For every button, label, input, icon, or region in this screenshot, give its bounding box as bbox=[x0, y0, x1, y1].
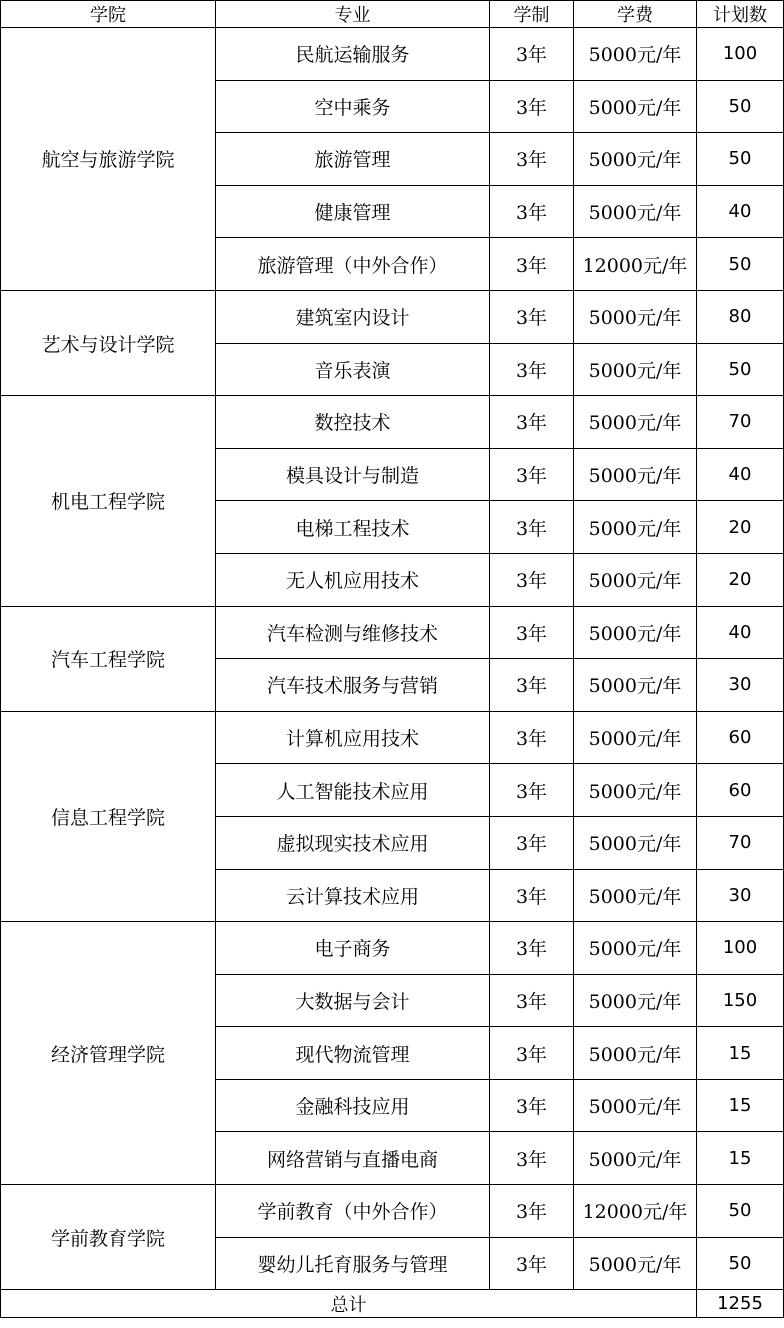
college-name-cell: 艺术与设计学院 bbox=[1, 290, 216, 395]
major-name-cell: 音乐表演 bbox=[216, 343, 490, 396]
major-name-cell: 健康管理 bbox=[216, 185, 490, 238]
major-name-cell: 婴幼儿托育服务与管理 bbox=[216, 1237, 490, 1290]
major-name-cell: 计算机应用技术 bbox=[216, 711, 490, 764]
duration-cell: 3年 bbox=[490, 28, 574, 81]
table-row bbox=[1, 1185, 784, 1238]
tuition-cell: 5000元/年 bbox=[574, 974, 697, 1027]
plan-count-cell: 40 bbox=[697, 185, 784, 238]
major-name-cell: 现代物流管理 bbox=[216, 1027, 490, 1080]
duration-cell: 3年 bbox=[490, 343, 574, 396]
plan-count-cell: 40 bbox=[697, 606, 784, 659]
plan-count-cell: 40 bbox=[697, 448, 784, 501]
college-name-cell: 学前教育学院 bbox=[1, 1185, 216, 1290]
duration-cell: 3年 bbox=[490, 869, 574, 922]
tuition-cell: 5000元/年 bbox=[574, 1237, 697, 1290]
tuition-cell: 5000元/年 bbox=[574, 659, 697, 712]
duration-cell: 3年 bbox=[490, 185, 574, 238]
major-name-cell: 虚拟现实技术应用 bbox=[216, 816, 490, 869]
major-name-cell: 人工智能技术应用 bbox=[216, 764, 490, 817]
table-body bbox=[1, 28, 784, 1290]
major-name-cell: 汽车检测与维修技术 bbox=[216, 606, 490, 659]
tuition-cell: 5000元/年 bbox=[574, 869, 697, 922]
plan-count-cell: 60 bbox=[697, 711, 784, 764]
major-name-cell: 民航运输服务 bbox=[216, 28, 490, 81]
major-name-cell: 汽车技术服务与营销 bbox=[216, 659, 490, 712]
header-major: 专业 bbox=[216, 1, 490, 28]
plan-count-cell: 50 bbox=[697, 343, 784, 396]
table-row bbox=[1, 28, 784, 81]
plan-count-cell: 50 bbox=[697, 238, 784, 291]
tuition-cell: 5000元/年 bbox=[574, 606, 697, 659]
tuition-cell: 5000元/年 bbox=[574, 1079, 697, 1132]
header-tuition: 学费 bbox=[574, 1, 697, 28]
college-name-cell: 机电工程学院 bbox=[1, 396, 216, 606]
duration-cell: 3年 bbox=[490, 553, 574, 606]
duration-cell: 3年 bbox=[490, 501, 574, 554]
tuition-cell: 5000元/年 bbox=[574, 290, 697, 343]
tuition-cell: 5000元/年 bbox=[574, 28, 697, 81]
duration-cell: 3年 bbox=[490, 659, 574, 712]
major-name-cell: 网络营销与直播电商 bbox=[216, 1132, 490, 1185]
duration-cell: 3年 bbox=[490, 1027, 574, 1080]
major-name-cell: 学前教育（中外合作） bbox=[216, 1185, 490, 1238]
tuition-cell: 5000元/年 bbox=[574, 396, 697, 449]
tuition-cell: 5000元/年 bbox=[574, 816, 697, 869]
tuition-cell: 5000元/年 bbox=[574, 922, 697, 975]
major-name-cell: 建筑室内设计 bbox=[216, 290, 490, 343]
header-plan: 计划数 bbox=[697, 1, 784, 28]
total-row bbox=[1, 1290, 784, 1318]
plan-count-cell: 30 bbox=[697, 869, 784, 922]
tuition-cell: 5000元/年 bbox=[574, 343, 697, 396]
duration-cell: 3年 bbox=[490, 1132, 574, 1185]
header-row bbox=[1, 1, 784, 28]
plan-count-cell: 15 bbox=[697, 1027, 784, 1080]
duration-cell: 3年 bbox=[490, 396, 574, 449]
duration-cell: 3年 bbox=[490, 448, 574, 501]
major-name-cell: 数控技术 bbox=[216, 396, 490, 449]
plan-count-cell: 50 bbox=[697, 1237, 784, 1290]
total-label: 总计 bbox=[1, 1290, 697, 1318]
tuition-cell: 5000元/年 bbox=[574, 711, 697, 764]
tuition-cell: 5000元/年 bbox=[574, 553, 697, 606]
plan-count-cell: 50 bbox=[697, 133, 784, 186]
table-row bbox=[1, 606, 784, 659]
major-name-cell: 电子商务 bbox=[216, 922, 490, 975]
tuition-cell: 5000元/年 bbox=[574, 185, 697, 238]
plan-count-cell: 50 bbox=[697, 1185, 784, 1238]
plan-count-cell: 50 bbox=[697, 80, 784, 133]
duration-cell: 3年 bbox=[490, 133, 574, 186]
duration-cell: 3年 bbox=[490, 1079, 574, 1132]
duration-cell: 3年 bbox=[490, 764, 574, 817]
duration-cell: 3年 bbox=[490, 606, 574, 659]
college-name-cell: 信息工程学院 bbox=[1, 711, 216, 921]
tuition-cell: 5000元/年 bbox=[574, 764, 697, 817]
major-name-cell: 电梯工程技术 bbox=[216, 501, 490, 554]
college-name-cell: 汽车工程学院 bbox=[1, 606, 216, 711]
major-name-cell: 大数据与会计 bbox=[216, 974, 490, 1027]
major-name-cell: 云计算技术应用 bbox=[216, 869, 490, 922]
table-row bbox=[1, 290, 784, 343]
plan-count-cell: 100 bbox=[697, 28, 784, 81]
tuition-cell: 5000元/年 bbox=[574, 448, 697, 501]
plan-count-cell: 80 bbox=[697, 290, 784, 343]
major-name-cell: 空中乘务 bbox=[216, 80, 490, 133]
duration-cell: 3年 bbox=[490, 80, 574, 133]
duration-cell: 3年 bbox=[490, 1237, 574, 1290]
table-row bbox=[1, 396, 784, 449]
duration-cell: 3年 bbox=[490, 238, 574, 291]
plan-count-cell: 150 bbox=[697, 974, 784, 1027]
tuition-cell: 5000元/年 bbox=[574, 133, 697, 186]
plan-count-cell: 60 bbox=[697, 764, 784, 817]
table-row bbox=[1, 922, 784, 975]
tuition-cell: 5000元/年 bbox=[574, 1132, 697, 1185]
major-name-cell: 无人机应用技术 bbox=[216, 553, 490, 606]
plan-count-cell: 15 bbox=[697, 1079, 784, 1132]
plan-count-cell: 30 bbox=[697, 659, 784, 712]
duration-cell: 3年 bbox=[490, 1185, 574, 1238]
tuition-cell: 12000元/年 bbox=[574, 238, 697, 291]
plan-count-cell: 20 bbox=[697, 553, 784, 606]
header-duration: 学制 bbox=[490, 1, 574, 28]
table-row bbox=[1, 711, 784, 764]
duration-cell: 3年 bbox=[490, 290, 574, 343]
duration-cell: 3年 bbox=[490, 816, 574, 869]
tuition-cell: 12000元/年 bbox=[574, 1185, 697, 1238]
college-name-cell: 航空与旅游学院 bbox=[1, 28, 216, 291]
major-name-cell: 旅游管理（中外合作） bbox=[216, 238, 490, 291]
tuition-cell: 5000元/年 bbox=[574, 1027, 697, 1080]
tuition-cell: 5000元/年 bbox=[574, 80, 697, 133]
duration-cell: 3年 bbox=[490, 922, 574, 975]
duration-cell: 3年 bbox=[490, 711, 574, 764]
college-name-cell: 经济管理学院 bbox=[1, 922, 216, 1185]
plan-count-cell: 15 bbox=[697, 1132, 784, 1185]
plan-count-cell: 70 bbox=[697, 396, 784, 449]
major-name-cell: 模具设计与制造 bbox=[216, 448, 490, 501]
tuition-cell: 5000元/年 bbox=[574, 501, 697, 554]
plan-count-cell: 100 bbox=[697, 922, 784, 975]
major-name-cell: 旅游管理 bbox=[216, 133, 490, 186]
duration-cell: 3年 bbox=[490, 974, 574, 1027]
plan-count-cell: 70 bbox=[697, 816, 784, 869]
major-name-cell: 金融科技应用 bbox=[216, 1079, 490, 1132]
total-value: 1255 bbox=[697, 1290, 784, 1318]
header-college: 学院 bbox=[1, 1, 216, 28]
plan-count-cell: 20 bbox=[697, 501, 784, 554]
